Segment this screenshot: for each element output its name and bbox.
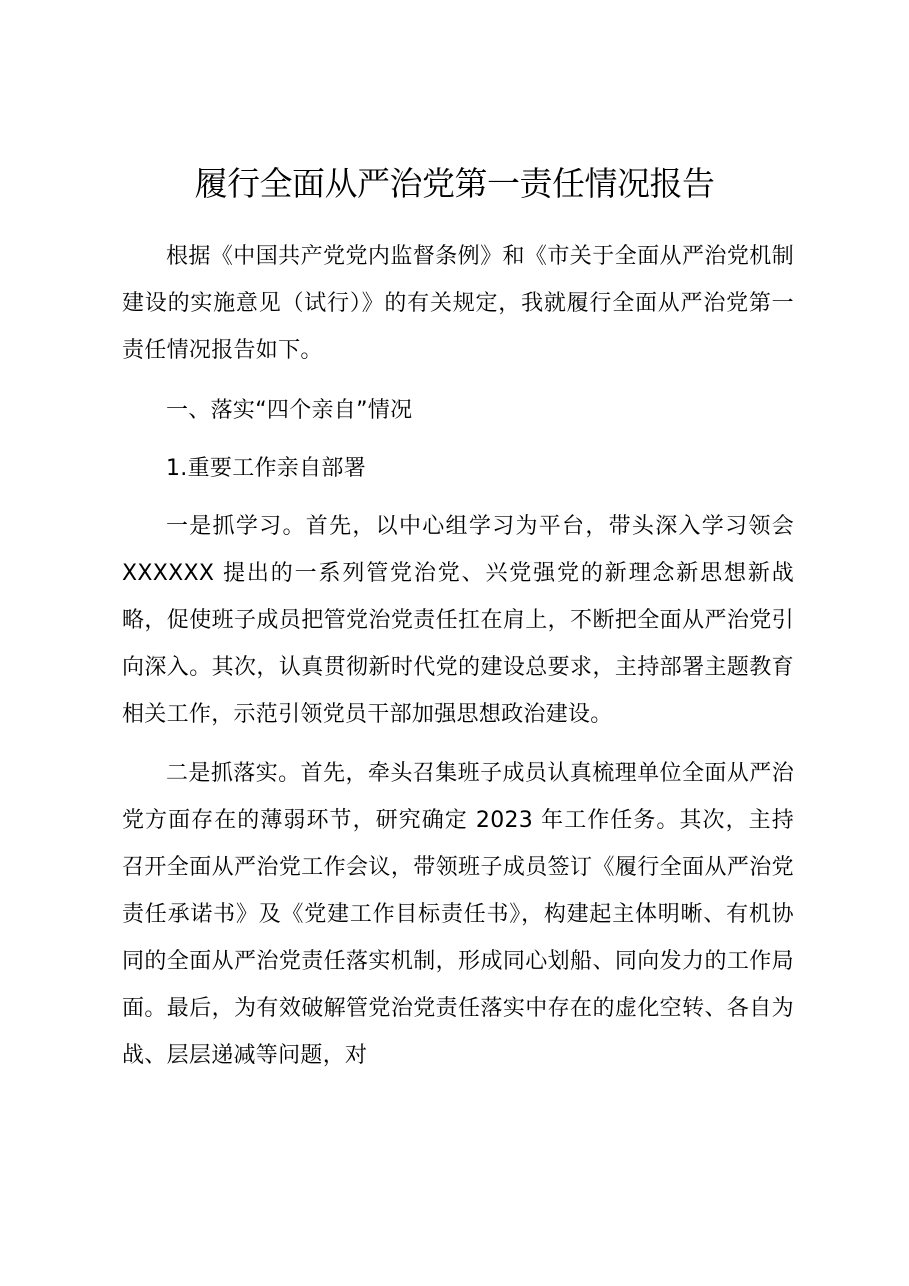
document-title: 履行全面从严治党第一责任情况报告 <box>194 164 715 203</box>
intro-paragraph: 根据《中国共产党党内监督条例》和《市关于全面从严治党机制建设的实施意见（试行）》的有关规定，我就履行全面从严治党第一责任情况报告如下。 <box>122 244 794 363</box>
subsection-heading: 1.重要工作亲自部署 <box>166 456 366 481</box>
document-body <box>122 233 794 1079</box>
body-paragraph-implementation: 二是抓落实。首先，牵头召集班子成员认真梳理单位全面从严治党方面存在的薄弱环节，研究确定 2023 年工作任务。其次，主持召开全面从严治党工作会议，带领班子成员签订《履行全面从严治党责任承诺书》及《党建工作目标责任书》，构建起主体明晰、有机协同的全面从严治党责任落实机制，形成同心划船、同向发力的工作局面。最后，为有效破解管党治党责任落实中存在的虚化空转、各自为战、层层递减等问题，对 <box>122 761 794 1068</box>
section-heading: 一、落实“四个亲自”情况 <box>166 398 413 423</box>
body-paragraph-study: 一是抓学习。首先，以中心组学习为平台，带头深入学习领会 XXXXXX 提出的一系列管党治党、兴党强党的新理念新思想新战略，促使班子成员把管党治党责任扛在肩上，不断把全面从严治党引向深入。其次，认真贯彻新时代党的建设总要求，主持部署主题教育相关工作，示范引领党员干部加强思想政治建设。 <box>122 514 794 727</box>
